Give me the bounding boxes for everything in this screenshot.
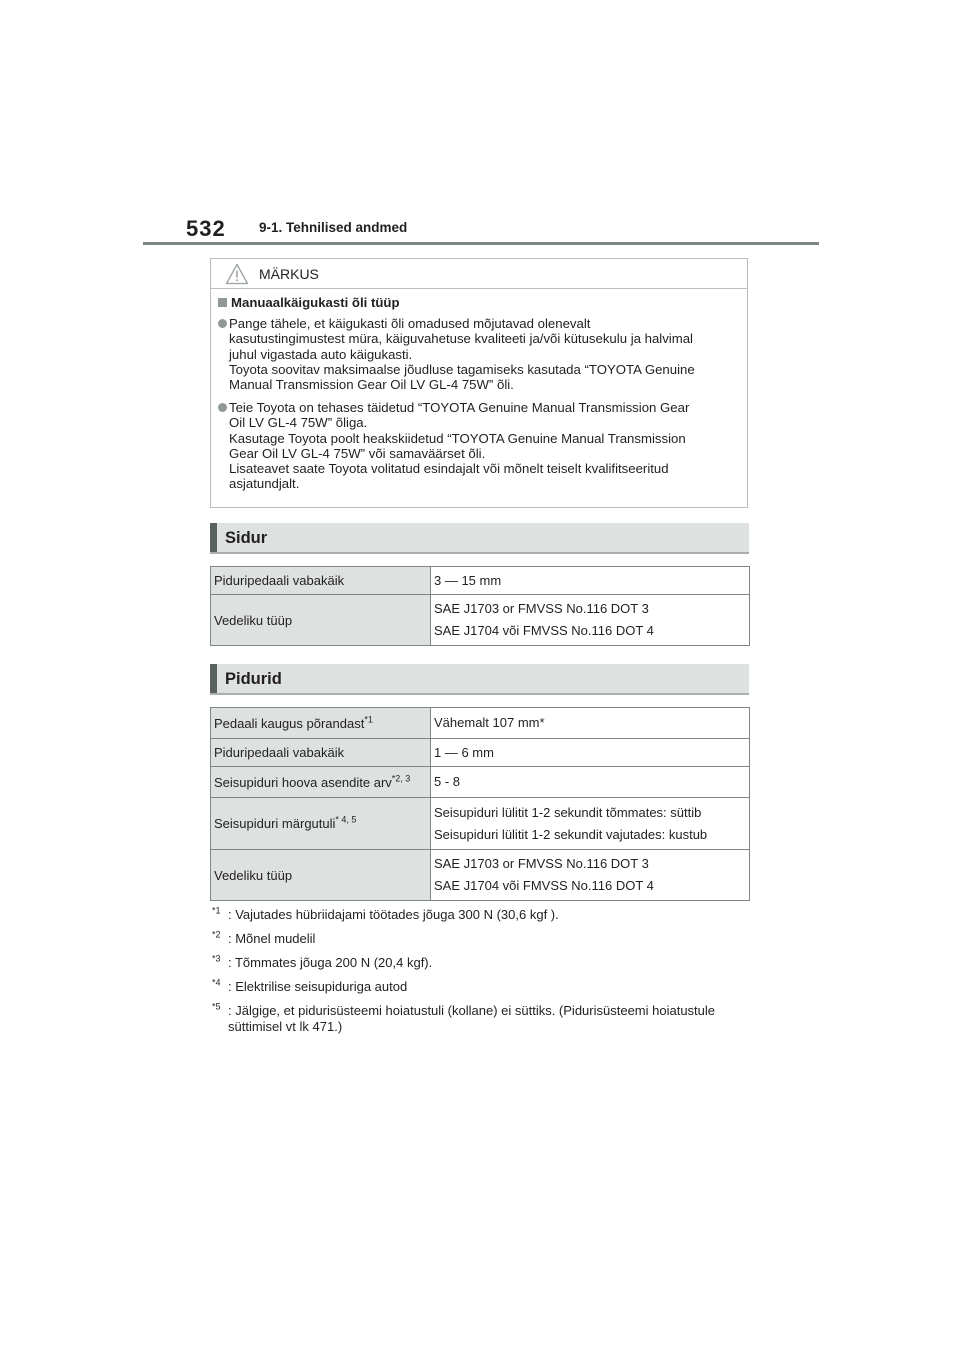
spec-value: SAE J1703 or FMVSS No.116 DOT 3 SAE J1704 või FMVSS No.116 DOT 4 [431,850,750,901]
notice-bullet-text: Teie Toyota on tehases täidetud “TOYOTA Genuine Manual Transmission Gear Oil LV GL-4 75W” õliga. Kasutage Toyota poolt heakskiidetud “TOYOTA Genuine Manual Transmission Gear Oil LV GL-4 75W” või samaväärset õli. Lisateavet saate Toyota volitatud esindajalt või mõnelt teiselt kvalifitseeritud asjatundjalt. [229,400,690,492]
spec-label: Vedeliku tüüp [211,595,431,646]
footnote [212,955,752,971]
table-row [211,567,750,595]
warning-triangle-icon [225,263,249,285]
spec-label: Seisupiduri märgutuli$^{* 4, 5}$ [211,798,431,850]
notice-box [210,258,748,508]
footnote [212,907,752,923]
footnote-text: : Elektrilise seisupiduriga autod [228,979,408,994]
brakes-spec-table [210,707,750,901]
spec-value: SAE J1703 or FMVSS No.116 DOT 3 SAE J1704 või FMVSS No.116 DOT 4 [431,595,750,646]
clutch-spec-table [210,566,750,646]
spec-label: Pedaali kaugus põrandast$^{*1}$ [211,708,431,739]
footnote [212,931,752,947]
table-row [211,595,750,646]
notice-heading [218,295,737,310]
header-divider [143,242,819,245]
footnote-mark: *5 [212,1001,221,1012]
heading-accent-bar [210,664,217,693]
spec-value: 5 - 8 [431,767,750,798]
spec-value: Vähemalt 107 mm* [431,708,750,739]
footnote-mark: *4 [212,977,221,988]
spec-label: Piduripedaali vabakäik [211,567,431,595]
footnote-text: : Jälgige, et pidurisüsteemi hoiatustuli (kollane) ei süttiks. (Pidurisüsteemi hoiatustule süttimisel vt lk 471.) [228,1003,716,1034]
spec-label: Vedeliku tüüp [211,850,431,901]
notice-header [211,259,747,289]
notice-body [211,289,747,491]
spec-value: 3 — 15 mm [431,567,750,595]
footnote [212,979,752,995]
section-heading-title: Sidur [225,529,268,547]
section-heading-brakes [210,664,749,695]
footnote-text: : Vajutades hübriidajami töötades jõuga 300 N (30,6 kgf ). [228,907,559,922]
spec-value: Seisupiduri lülitit 1-2 sekundit tõmmates: süttib Seisupiduri lülitit 1-2 sekundit vajutades: kustub [431,798,750,850]
footnote-text: : Tõmmates jõuga 200 N (20,4 kgf). [228,955,433,970]
footnote-ref: * 4, 5 [335,814,357,825]
footnote-mark: *1 [212,905,221,916]
notice-heading-text: Manuaalkäigukasti õli tüüp [231,295,400,310]
table-row [211,708,750,739]
table-row [211,798,750,850]
spec-label: Piduripedaali vabakäik [211,739,431,767]
table-row [211,767,750,798]
circle-bullet-icon [218,403,229,412]
notice-title: MÄRKUS [259,266,319,282]
circle-bullet-icon [218,319,229,328]
notice-bullet [218,316,737,392]
spec-value: 1 — 6 mm [431,739,750,767]
footnote-mark: *3 [212,953,221,964]
table-row [211,850,750,901]
section-heading-clutch [210,523,749,554]
footnote [212,1003,752,1035]
page-number: 532 [186,216,226,241]
spec-label: Seisupiduri hoova asendite arv$^{*2, 3}$ [211,767,431,798]
square-bullet-icon [218,298,227,307]
heading-accent-bar [210,523,217,552]
footnote-text: : Mõnel mudelil [228,931,316,946]
footnotes [212,907,752,1043]
notice-bullet [218,400,737,491]
footnote-ref: *2, 3 [391,773,411,784]
footnote-ref: *1 [364,714,373,725]
footnote-mark: *2 [212,929,221,940]
section-title: 9-1. Tehnilised andmed [259,220,408,235]
section-heading-title: Pidurid [225,670,282,688]
table-row [211,739,750,767]
notice-bullet-text: Pange tähele, et käigukasti õli omadused mõjutavad olenevalt kasutustingimustest müra, käiguvahetuse kvaliteeti ja/või kütusekulu ja halvimal juhul vigastada auto käigukasti. Toyota soovitav maksimaalse jõudluse tagamiseks kasutada “TOYOTA Genuine Manual Transmission Gear Oil LV GL-4 75W” õli. [229,316,695,393]
